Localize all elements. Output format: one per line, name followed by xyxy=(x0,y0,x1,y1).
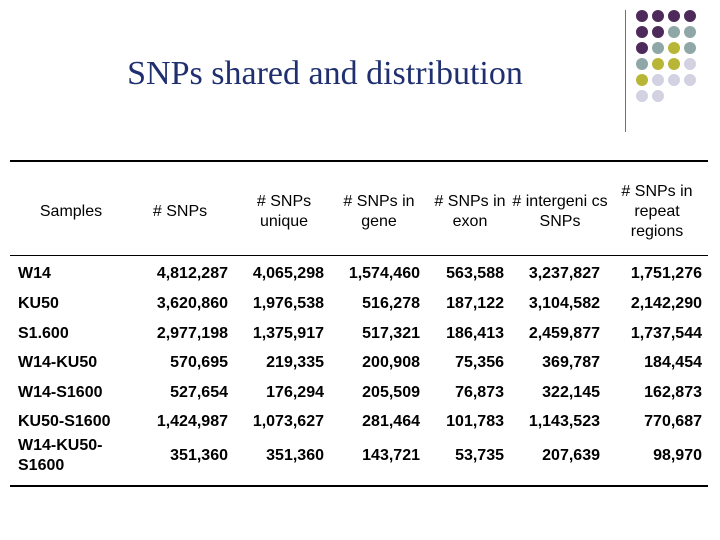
column-header: # intergeni cs SNPs xyxy=(512,193,608,230)
table-cell: 1,424,987 xyxy=(156,413,228,430)
decorative-dot xyxy=(636,74,648,86)
table-cell: 3,237,827 xyxy=(528,265,600,282)
table-cell: 2,977,198 xyxy=(156,325,228,342)
table-cell: 200,908 xyxy=(362,354,420,371)
table-bottom-rule xyxy=(10,485,708,487)
table-cell: 3,620,860 xyxy=(156,295,228,312)
table-cell: 205,509 xyxy=(362,384,420,401)
decorative-dot xyxy=(684,42,696,54)
table-top-rule xyxy=(10,160,708,162)
table-cell: 2,142,290 xyxy=(630,295,702,312)
decorative-dot xyxy=(652,90,664,102)
table-cell: 186,413 xyxy=(446,325,504,342)
table-cell: 1,751,276 xyxy=(630,265,702,282)
column-header: # SNPs unique xyxy=(256,193,312,230)
table-cell: 3,104,582 xyxy=(528,295,600,312)
decorative-dot xyxy=(668,42,680,54)
table-cell: 76,873 xyxy=(455,384,504,401)
table-cell: 1,143,523 xyxy=(528,413,600,430)
table-cell: 184,454 xyxy=(644,354,702,371)
table-cell: 369,787 xyxy=(542,354,600,371)
table-cell: 219,335 xyxy=(266,354,324,371)
table-cell: 4,065,298 xyxy=(252,265,324,282)
row-label: KU50-S1600 xyxy=(18,413,111,430)
table-cell: 351,360 xyxy=(170,447,228,464)
table-cell: 176,294 xyxy=(266,384,324,401)
table-cell: 517,321 xyxy=(362,325,420,342)
row-label: W14 xyxy=(18,265,51,282)
table-cell: 98,970 xyxy=(653,447,702,464)
decorative-dot xyxy=(636,90,648,102)
table-cell: 281,464 xyxy=(362,413,420,430)
decorative-dot xyxy=(636,10,648,22)
decorative-dot xyxy=(668,10,680,22)
table-cell: 570,695 xyxy=(170,354,228,371)
table-cell: 4,812,287 xyxy=(156,265,228,282)
table-cell: 207,639 xyxy=(542,447,600,464)
decorative-dot xyxy=(636,42,648,54)
decorative-dot xyxy=(636,58,648,70)
decorative-dot xyxy=(636,26,648,38)
row-label: W14-S1600 xyxy=(18,384,103,401)
decorative-dot xyxy=(684,74,696,86)
decorative-dot xyxy=(668,74,680,86)
column-header: Samples xyxy=(39,203,103,220)
table-cell: 75,356 xyxy=(455,354,504,371)
decorative-dot xyxy=(652,58,664,70)
table-cell: 1,375,917 xyxy=(252,325,324,342)
row-label: KU50 xyxy=(18,295,59,312)
table-cell: 770,687 xyxy=(644,413,702,430)
decorative-dot xyxy=(652,26,664,38)
table-header-rule xyxy=(10,255,708,256)
table-cell: 1,574,460 xyxy=(348,265,420,282)
table-cell: 143,721 xyxy=(362,447,420,464)
table-cell: 162,873 xyxy=(644,384,702,401)
column-header: # SNPs in repeat regions xyxy=(621,183,693,240)
decorative-dot xyxy=(684,26,696,38)
decorative-dot xyxy=(684,10,696,22)
decorative-dot xyxy=(684,58,696,70)
table-cell: 1,976,538 xyxy=(252,295,324,312)
table-cell: 187,122 xyxy=(446,295,504,312)
column-header: # SNPs in gene xyxy=(343,193,415,230)
decorative-dot xyxy=(668,58,680,70)
table-cell: 527,654 xyxy=(170,384,228,401)
table-cell: 1,737,544 xyxy=(630,325,702,342)
column-header: # SNPs xyxy=(152,203,208,220)
table-cell: 322,145 xyxy=(542,384,600,401)
decorative-dot xyxy=(652,74,664,86)
table-cell: 101,783 xyxy=(446,413,504,430)
table-cell: 2,459,877 xyxy=(528,325,600,342)
divider-line xyxy=(625,10,626,132)
table-cell: 516,278 xyxy=(362,295,420,312)
decorative-dot xyxy=(652,42,664,54)
row-label: S1.600 xyxy=(18,325,69,342)
column-header: # SNPs in exon xyxy=(434,193,506,230)
table-cell: 1,073,627 xyxy=(252,413,324,430)
row-label: W14-KU50-S1600 xyxy=(18,437,103,474)
decorative-dot xyxy=(668,26,680,38)
decorative-dot-grid xyxy=(636,10,720,110)
row-label: W14-KU50 xyxy=(18,354,98,371)
table-cell: 563,588 xyxy=(446,265,504,282)
slide-title: SNPs shared and distribution xyxy=(127,55,523,92)
table-cell: 53,735 xyxy=(455,447,504,464)
decorative-dot xyxy=(652,10,664,22)
table-cell: 351,360 xyxy=(266,447,324,464)
